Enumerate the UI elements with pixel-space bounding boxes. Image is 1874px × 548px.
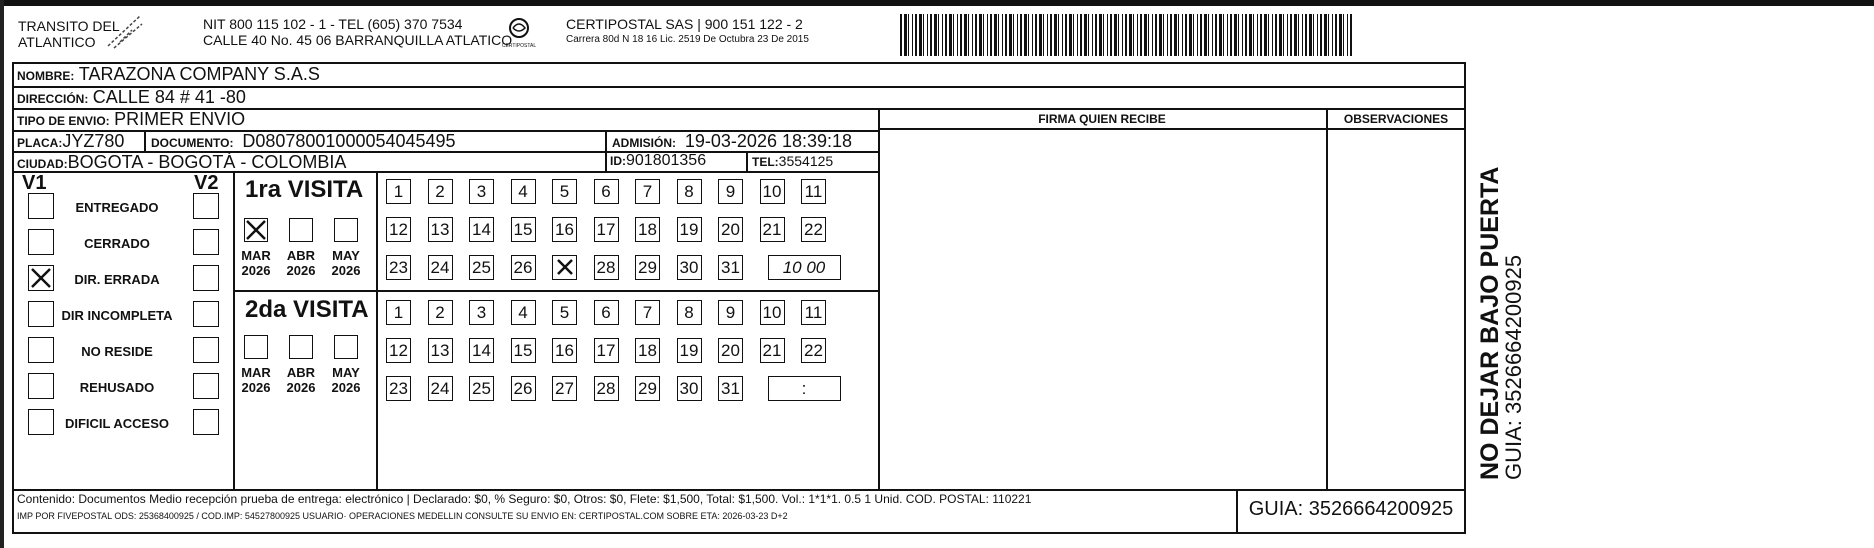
month-label xyxy=(236,248,276,278)
month-name: MAY xyxy=(332,365,360,380)
documento-row xyxy=(151,131,456,152)
second-visit-day[interactable]: 6 xyxy=(594,300,619,325)
admision-value: 19-03-2026 18:39:18 xyxy=(684,131,853,151)
reason-label: DIR INCOMPLETA xyxy=(61,308,173,323)
placa-row xyxy=(17,131,124,152)
month-year: 2026 xyxy=(331,380,361,395)
second-visit-day[interactable]: 3 xyxy=(469,300,494,325)
month-name: MAY xyxy=(332,248,360,263)
v2-label: V2 xyxy=(194,172,219,194)
second-visit-day[interactable]: 18 xyxy=(635,338,660,363)
month-label xyxy=(236,365,276,395)
tipo-label: TIPO DE ENVIO: xyxy=(17,114,110,128)
contenido-text: Contenido: Documentos Medio recepción prueba de entrega: electrónico | Declarado: $0, % Seguro: $0, Otros: $0, Flete: $1,500, Total: $1,500. Vol.: 1*1*1. 0.5 1 Unid. COD. POSTAL: 110221 xyxy=(17,492,1032,506)
direccion-row xyxy=(17,87,246,108)
first-month-checkbox[interactable] xyxy=(334,218,358,242)
left-edge xyxy=(0,0,4,548)
id-label: ID: xyxy=(610,154,626,168)
barcode xyxy=(900,14,1352,56)
second-visit-day[interactable]: 27 xyxy=(552,376,577,401)
first-visit-day[interactable]: 8 xyxy=(677,179,702,204)
first-visit-day[interactable]: 29 xyxy=(635,255,660,280)
second-visit-day[interactable]: 13 xyxy=(428,338,453,363)
first-visit-day[interactable]: 4 xyxy=(511,179,536,204)
second-visit-day[interactable]: 4 xyxy=(511,300,536,325)
second-visit-day[interactable]: 8 xyxy=(677,300,702,325)
tel-value: 3554125 xyxy=(778,153,834,169)
second-visit-day[interactable]: 26 xyxy=(511,376,536,401)
placa-label: PLACA: xyxy=(17,136,63,150)
sender-address: CALLE 40 No. 45 06 BARRANQUILLA ATLATICO xyxy=(203,32,513,48)
second-visit-day[interactable]: 10 xyxy=(760,300,785,325)
documento-label: DOCUMENTO: xyxy=(151,136,234,150)
observaciones-label: OBSERVACIONES xyxy=(1343,112,1449,126)
month-name: ABR xyxy=(286,365,316,380)
second-visit-title: 2da VISITA xyxy=(245,296,369,323)
nombre-label: NOMBRE: xyxy=(17,69,75,83)
id-row xyxy=(610,152,706,170)
month-year: 2026 xyxy=(286,380,316,395)
reason-label: DIFICIL ACCESO xyxy=(64,416,169,431)
firma-area[interactable] xyxy=(880,130,1324,488)
first-visit-day[interactable]: 14 xyxy=(469,217,494,242)
second-visit-day[interactable]: 25 xyxy=(469,376,494,401)
second-visit-day[interactable]: 17 xyxy=(594,338,619,363)
second-visit-day[interactable]: 12 xyxy=(386,338,411,363)
logo-text: CERTIPOSTAL xyxy=(501,43,537,49)
second-visit-day[interactable]: 5 xyxy=(552,300,577,325)
no-dejar-text: NO DEJAR BAJO PUERTA xyxy=(1476,166,1504,480)
reason-label: CERRADO xyxy=(84,236,150,251)
second-visit-day[interactable]: 28 xyxy=(594,376,619,401)
ciudad-value: BOGOTA - BOGOTÁ - COLOMBIA xyxy=(67,152,347,172)
firma-label: FIRMA QUIEN RECIBE xyxy=(1038,112,1166,126)
month-label xyxy=(326,248,366,278)
carrier-address: Carrera 80d N 18 16 Lic. 2519 De Octubra 23 De 2015 xyxy=(566,34,809,45)
first-visit-title: 1ra VISITA xyxy=(245,176,364,203)
first-visit-day[interactable]: 5 xyxy=(552,179,577,204)
first-visit-day[interactable]: 25 xyxy=(469,255,494,280)
first-visit-day[interactable]: 10 xyxy=(760,179,785,204)
x-mark-icon xyxy=(245,219,267,241)
second-visit-day[interactable]: 30 xyxy=(677,376,702,401)
side-text xyxy=(1478,60,1526,480)
first-visit-day[interactable]: 22 xyxy=(801,217,826,242)
tipo-row xyxy=(17,109,245,130)
first-visit-day[interactable]: 30 xyxy=(677,255,702,280)
first-month-checkbox[interactable] xyxy=(289,218,313,242)
second-visit-day[interactable]: 24 xyxy=(428,376,453,401)
second-visit-day[interactable]: 9 xyxy=(718,300,743,325)
second-visit-day[interactable]: 23 xyxy=(386,376,411,401)
second-visit-day[interactable]: 2 xyxy=(428,300,453,325)
org-line1: TRANSITO DEL xyxy=(18,18,120,34)
direccion-value: CALLE 84 # 41 -80 xyxy=(92,87,246,107)
month-year: 2026 xyxy=(331,263,361,278)
first-visit-day[interactable]: 26 xyxy=(511,255,536,280)
month-name: MAR xyxy=(241,248,271,263)
second-visit-time[interactable]: : xyxy=(768,376,841,401)
documento-value: D08078001000054045495 xyxy=(242,131,456,151)
first-visit-day[interactable]: 9 xyxy=(718,179,743,204)
certipostal-logo xyxy=(496,16,542,54)
guia-footer: GUIA: 3526664200925 xyxy=(1248,498,1454,520)
first-visit-day[interactable]: 7 xyxy=(635,179,660,204)
admision-row xyxy=(612,131,852,152)
first-visit-time[interactable]: 10 00 xyxy=(768,255,841,280)
first-visit-day[interactable]: 20 xyxy=(718,217,743,242)
first-visit-day[interactable]: 13 xyxy=(428,217,453,242)
first-visit-day[interactable]: 2 xyxy=(428,179,453,204)
first-visit-day[interactable]: 15 xyxy=(511,217,536,242)
nombre-row xyxy=(17,64,320,85)
month-label xyxy=(326,365,366,395)
first-visit-day[interactable]: 17 xyxy=(594,217,619,242)
nit-line: NIT 800 115 102 - 1 - TEL (605) 370 7534 xyxy=(203,16,463,32)
org-line2: ATLANTICO xyxy=(18,34,96,50)
placa-value: JYZ780 xyxy=(62,131,125,151)
month-label xyxy=(281,248,321,278)
second-visit-day[interactable]: 19 xyxy=(677,338,702,363)
first-visit-day[interactable]: 21 xyxy=(760,217,785,242)
first-visit-day[interactable]: 19 xyxy=(677,217,702,242)
imp-text: IMP POR FIVEPOSTAL ODS: 25368400925 / COD.IMP: 54527800925 USUARIO· OPERACIONES MEDELLIN CONSULTE SU ENVIO EN: CERTIPOSTAL.COM SOBRE ETA: 2026-03-23 D+2 xyxy=(17,511,788,521)
first-visit-day[interactable]: 24 xyxy=(428,255,453,280)
second-visit-day[interactable]: 14 xyxy=(469,338,494,363)
second-month-checkbox[interactable] xyxy=(289,335,313,359)
id-value: 901801356 xyxy=(626,152,707,169)
second-visit-day[interactable]: 15 xyxy=(511,338,536,363)
admision-label: ADMISIÓN: xyxy=(612,136,676,150)
top-edge xyxy=(0,0,1874,6)
month-label xyxy=(281,365,321,395)
side-guia: GUIA: 3526664200925 xyxy=(1501,254,1526,480)
month-year: 2026 xyxy=(241,263,271,278)
second-visit-day[interactable]: 1 xyxy=(386,300,411,325)
second-month-checkbox[interactable] xyxy=(244,335,268,359)
month-year: 2026 xyxy=(241,380,271,395)
first-visit-day[interactable]: 31 xyxy=(718,255,743,280)
first-visit-day[interactable] xyxy=(552,255,577,280)
carrier-line: CERTIPOSTAL SAS | 900 151 122 - 2 xyxy=(566,16,803,32)
ciudad-row xyxy=(17,152,346,173)
reason-label: NO RESIDE xyxy=(81,344,153,359)
first-visit-day[interactable]: 6 xyxy=(594,179,619,204)
first-visit-day[interactable]: 28 xyxy=(594,255,619,280)
first-visit-day[interactable]: 23 xyxy=(386,255,411,280)
second-visit-day[interactable]: 20 xyxy=(718,338,743,363)
direccion-label: DIRECCIÓN: xyxy=(17,92,89,106)
tel-row xyxy=(752,153,833,171)
second-visit-day[interactable]: 31 xyxy=(718,376,743,401)
second-visit-day[interactable]: 16 xyxy=(552,338,577,363)
first-visit-day[interactable]: 12 xyxy=(386,217,411,242)
second-visit-day[interactable]: 21 xyxy=(760,338,785,363)
v1-label: V1 xyxy=(22,172,47,194)
second-visit-day[interactable]: 29 xyxy=(635,376,660,401)
first-month-checkbox[interactable] xyxy=(244,218,268,242)
observaciones-area[interactable] xyxy=(1328,130,1464,488)
first-visit-day[interactable]: 11 xyxy=(801,179,826,204)
first-visit-day[interactable]: 1 xyxy=(386,179,411,204)
ciudad-label: CIUDAD: xyxy=(17,157,68,171)
first-visit-day[interactable]: 3 xyxy=(469,179,494,204)
month-name: ABR xyxy=(286,248,316,263)
tel-label: TEL: xyxy=(752,155,779,169)
first-visit-day[interactable]: 16 xyxy=(552,217,577,242)
second-visit-day[interactable]: 11 xyxy=(801,300,826,325)
tipo-value: PRIMER ENVIO xyxy=(114,109,246,129)
reason-label: REHUSADO xyxy=(79,380,155,395)
reason-label: ENTREGADO xyxy=(75,200,159,215)
certipostal-icon xyxy=(506,16,532,40)
org-name xyxy=(18,18,120,50)
month-name: MAR xyxy=(241,365,271,380)
carrier-info xyxy=(566,16,809,48)
x-mark-icon xyxy=(554,256,576,278)
second-visit-day[interactable]: 7 xyxy=(635,300,660,325)
sender-info xyxy=(203,16,512,48)
second-visit-day[interactable]: 22 xyxy=(801,338,826,363)
reason-label: DIR. ERRADA xyxy=(74,272,160,287)
month-year: 2026 xyxy=(286,263,316,278)
nombre-value: TARAZONA COMPANY S.A.S xyxy=(78,64,320,84)
second-month-checkbox[interactable] xyxy=(334,335,358,359)
first-visit-day[interactable]: 18 xyxy=(635,217,660,242)
